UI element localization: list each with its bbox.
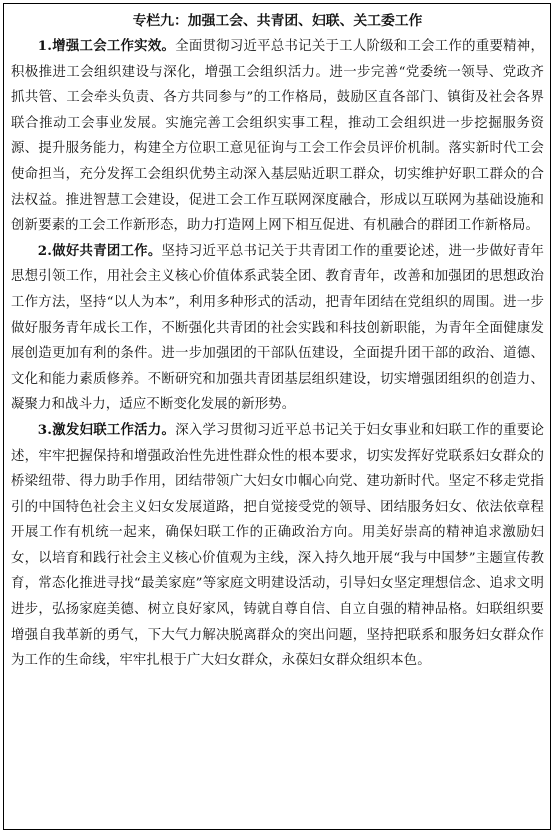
section-heading: 1.增强工会工作实效。	[37, 38, 176, 54]
section-body: 坚持习近平总书记关于共青团工作的重要论述，进一步做好青年思想引领工作，用社会主义核心价值体系武装全团、教育青年，改善和加强团的思想政治工作方法，坚持“以人为本”，利用多种形式的活动，把青年团结在党组织的周围。进一步做好服务青年成长工作，不断强化共青团的社会实践和科技创新职能，为青年全面健康发展创造更加有利的条件。进一步加强团的干部队伍建设，全面提升团干部的政治、道德、文化和能力素质修养。不断研究和加强共青团基层组织建设，切实增强团组织的创造力、凝聚力和战斗力，适应不断变化发展的新形势。	[11, 243, 544, 413]
section-youth-league	[11, 239, 544, 418]
section-heading: 2.做好共青团工作。	[37, 242, 162, 259]
section-heading: 3.激发妇联工作活力。	[37, 421, 176, 438]
section-trade-union	[11, 34, 544, 239]
section-body: 深入学习贯彻习近平总书记关于妇女事业和妇联工作的重要论述，牢牢把握保持和增强政治性先进性群众性的根本要求，切实发挥好党联系妇女群众的桥梁纽带、得力助手作用，团结带领广大妇女巾帼心向党、建功新时代。坚定不移走党指引的中国特色社会主义妇女发展道路，把自觉接受党的领导、团结服务妇女、依法依章程开展工作有机统一起来，确保妇联工作的正确政治方向。用美好崇高的精神追求激励妇女，以培育和践行社会主义核心价值观为主线，深入持久地开展“我与中国梦”主题宣传教育，常态化推进寻找“最美家庭”等家庭文明建设活动，引导妇女坚定理想信念、追求文明进步，弘扬家庭美德、树立良好家风，铸就自尊自信、自立自强的精神品格。妇联组织要增强自我革新的勇气，下大气力解决脱离群众的突出问题，坚持把联系和服务妇女群众作为工作的生命线，牢牢扎根于广大妇女群众，永葆妇女群众组织本色。	[11, 422, 544, 669]
section-body: 全面贯彻习近平总书记关于工人阶级和工会工作的重要精神，积极推进工会组织建设与深化，增强工会组织活力。进一步完善“党委统一领导、党政齐抓共管、工会牵头负责、各方共同参与”的工作格局，鼓励区直各部门、镇街及社会各界联合推动工会事业发展。实施完善工会组织实事工程，推动工会组织进一步挖掘服务资源、提升服务能力，构建全方位职工意见征询与工会工作会员评价机制。落实新时代工会使命担当，充分发挥工会组织优势主动深入基层贴近职工群众，切实维护好职工群众的合法权益。推进智慧工会建设，促进工会工作互联网深度融合，形成以互联网为基础设施和创新要素的工会工作新形态，助力打造网上网下相互促进、有机融合的群团工作新格局。	[11, 39, 544, 234]
section-womens-federation	[11, 418, 544, 674]
special-column-box	[3, 3, 551, 830]
column-title: 专栏九：加强工会、共青团、妇联、关工委工作	[132, 13, 423, 29]
